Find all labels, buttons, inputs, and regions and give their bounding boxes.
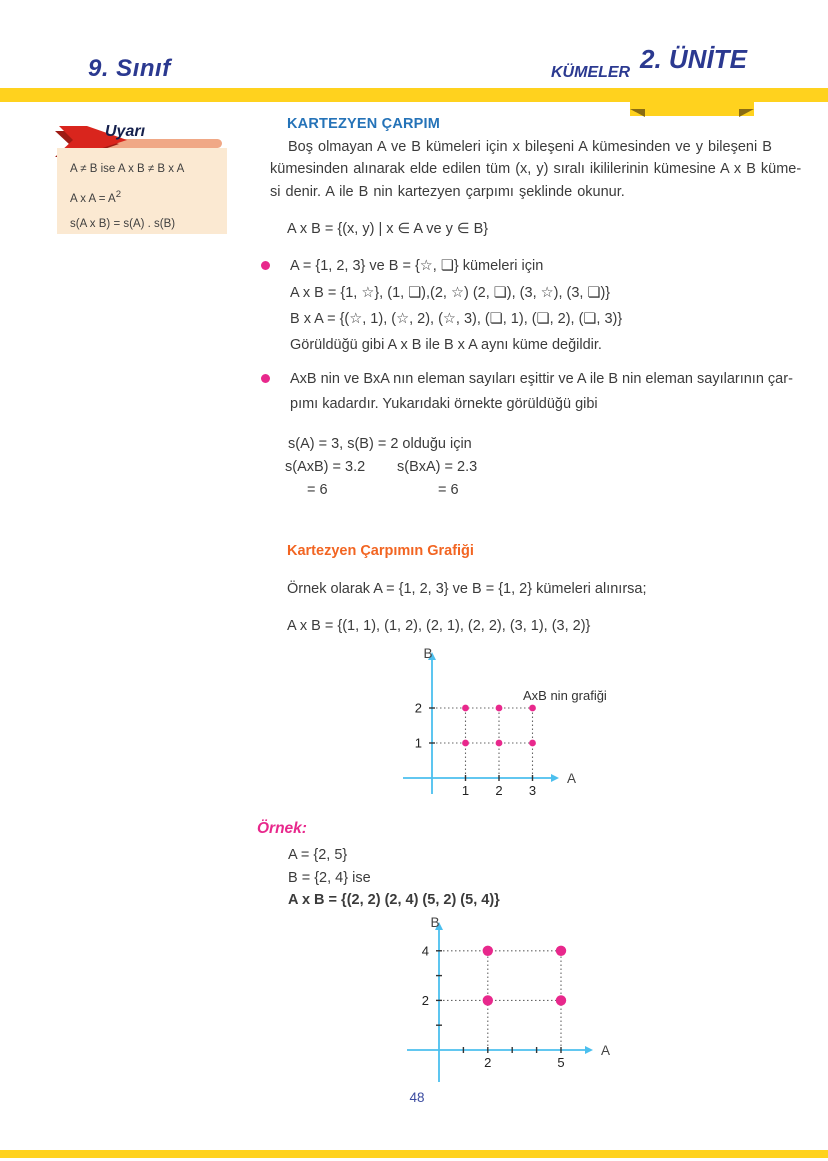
svg-text:5: 5 [557, 1055, 565, 1070]
example-line: A = {2, 5} [288, 847, 348, 863]
example-result: A x B = {(2, 2) (2, 4) (5, 2) (5, 4)} [288, 892, 500, 908]
warning-line-2: A x $A = A^2$ [70, 189, 122, 205]
svg-text:2: 2 [421, 992, 429, 1008]
section-label: KÜMELER [551, 64, 631, 81]
warning-box [57, 148, 227, 234]
svg-text:2: 2 [495, 783, 503, 798]
svg-text:3: 3 [528, 783, 537, 798]
count-bxa-result: = 6 [438, 482, 459, 498]
svg-text:1: 1 [414, 735, 422, 751]
paragraph-line: si denir. A ile B nin kartezyen çarpımı şeklinde okunur. [270, 184, 625, 200]
warning-title: Uyarı [105, 123, 146, 140]
paragraph-line: Boş olmayan A ve B kümeleri için x bileşeni A kümesinden ve y bileşeni B [288, 139, 772, 155]
warning-line-1: A ≠ B ise A x B ≠ B x A [70, 163, 185, 175]
bullet-icon [261, 261, 270, 270]
superscript: 2 [115, 189, 122, 200]
count-axb-result: = 6 [307, 482, 328, 498]
cartesian-graph-example [393, 916, 653, 1108]
bullet-icon [261, 374, 270, 383]
graph-intro: Örnek olarak A = {1, 2, 3} ve B = {1, 2} kümeleri alınırsa; [287, 581, 647, 597]
header-bar [0, 88, 828, 102]
grade-label: 9. Sınıf [88, 55, 171, 82]
count-axb: s(AxB) = 3.2 [285, 459, 366, 475]
example-heading: Örnek: [257, 820, 307, 837]
graph-section-heading: Kartezyen Çarpımın Grafiği [287, 543, 474, 559]
bullet1-line: A = {1, 2, 3} ve B = {☆, ❏} kümeleri için [290, 258, 544, 274]
svg-text:B: B [423, 648, 433, 661]
bullet1-line: Görüldüğü gibi A x B ile B x A aynı küme değildir. [290, 337, 602, 353]
unit-tab-ribbon [630, 101, 754, 116]
svg-text:2: 2 [414, 700, 422, 716]
footer-bar [0, 1150, 828, 1158]
count-bxa: s(BxA) = 2.3 [397, 459, 478, 475]
svg-text:A: A [601, 1043, 611, 1058]
bullet2-line: AxB nin ve BxA nın eleman sayıları eşittir ve A ile B nin eleman sayılarının çar- [290, 371, 793, 387]
cartesian-graph-axb [383, 648, 633, 820]
svg-text:4: 4 [421, 943, 429, 959]
bullet1-line: B x A = {(☆, 1), (☆, 2), (☆, 3), (❏, 1), (❏, 2), (❏, 3)} [290, 311, 623, 327]
unit-label: 2. ÜNİTE [640, 44, 747, 74]
bullet1-line: A x B = {1, ☆}, (1, ❏),(2, ☆) (2, ❏), (3, ☆), (3, ❏)} [290, 285, 611, 301]
graph-product: A x B = {(1, 1), (1, 2), (2, 1), (2, 2), (3, 1), (3, 2)} [287, 618, 591, 634]
svg-text:AxB nin grafiği: AxB nin grafiği [523, 688, 607, 703]
paragraph-line: kümesinden alınarak elde edilen tüm (x, y) sıralı ikililerinin kümesine A x B küme- [270, 161, 802, 177]
svg-text:A: A [567, 771, 577, 786]
page-number: 48 [409, 1090, 425, 1105]
cartesian-definition: A x B = {(x, y) | x ∈ A ve y ∈ B} [287, 221, 489, 237]
section-heading: KARTEZYEN ÇARPIM [287, 116, 441, 132]
svg-text:2: 2 [484, 1055, 492, 1070]
example-line: B = {2, 4} ise [288, 870, 371, 886]
bullet2-line: pımı kadardır. Yukarıdaki örnekte görüldüğü gibi [290, 396, 598, 412]
svg-text:B: B [430, 916, 440, 930]
svg-text:1: 1 [461, 783, 470, 798]
warning-line-3: s(A x B) = s(A) . s(B) [70, 217, 176, 230]
count-intro: s(A) = 3, s(B) = 2 olduğu için [288, 436, 472, 452]
